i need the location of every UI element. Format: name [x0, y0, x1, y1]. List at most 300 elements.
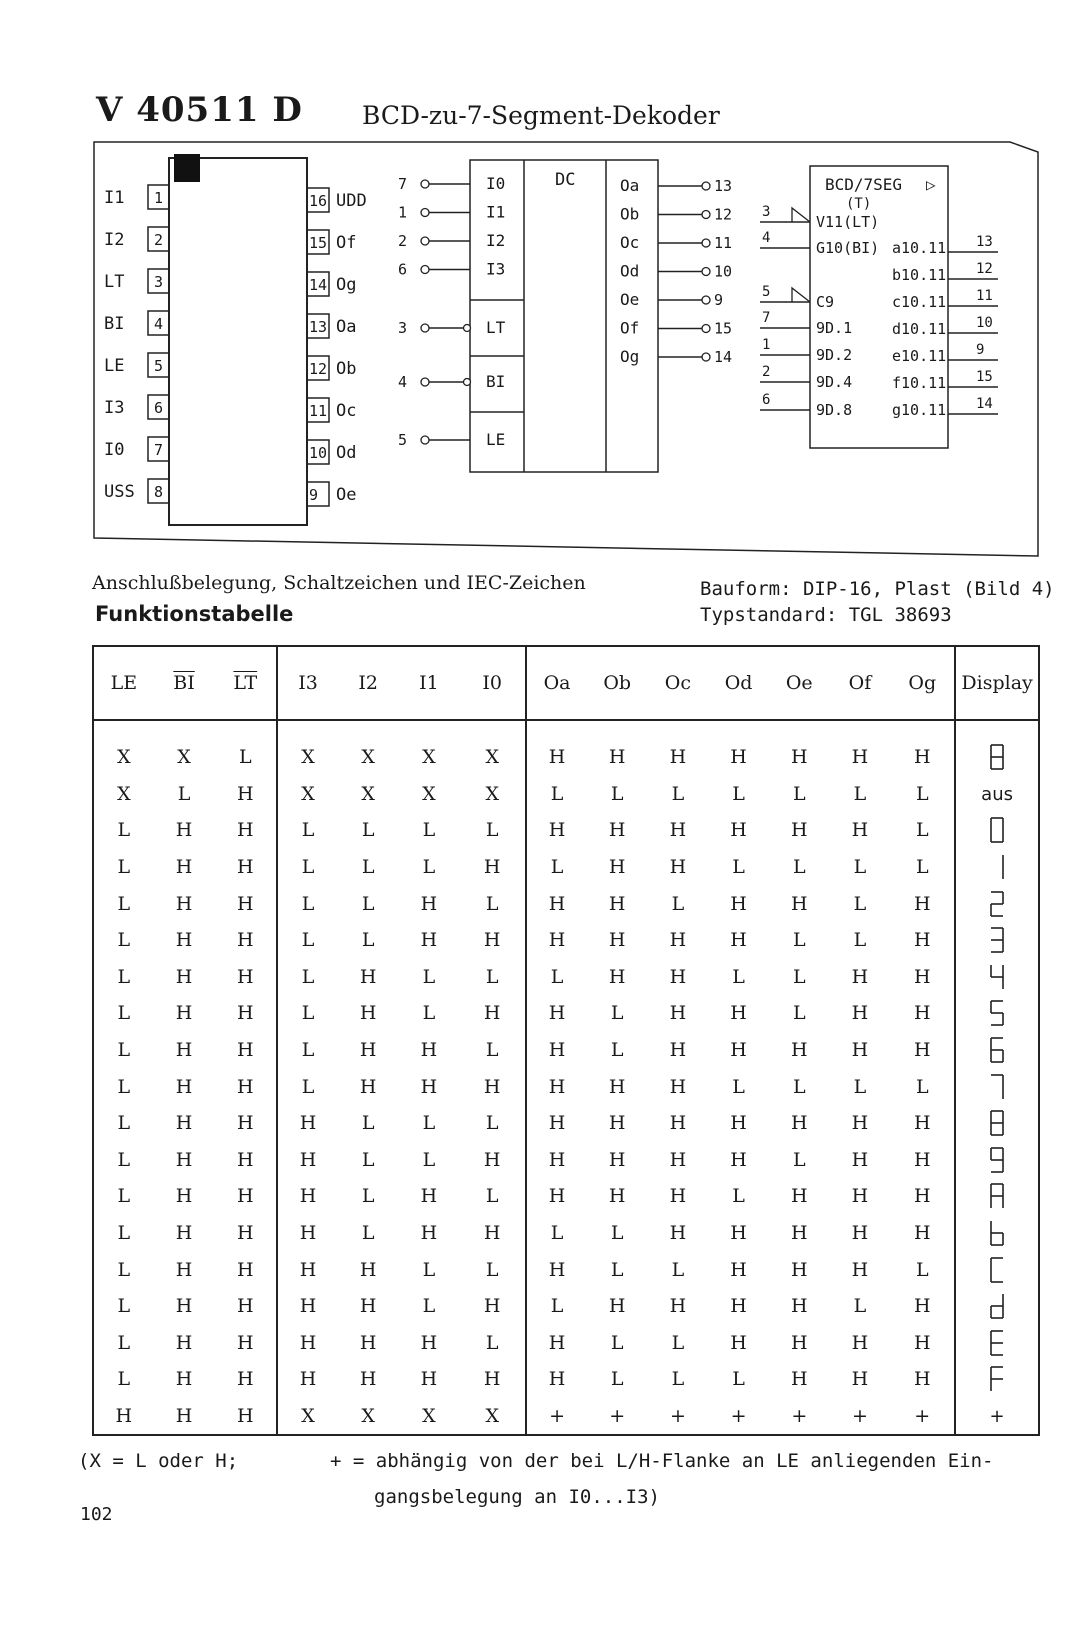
table-cell: H — [608, 892, 626, 915]
table-cell: L — [361, 1148, 375, 1171]
pin-name: Od — [336, 443, 357, 463]
table-cell: H — [359, 1295, 377, 1318]
table-row — [93, 776, 1039, 813]
table-cell: L — [422, 1112, 436, 1135]
display-text: + — [989, 1405, 1005, 1427]
table-cell: H — [608, 1075, 626, 1098]
table-cell: L — [422, 1295, 436, 1318]
iec-left-pin-number: 3 — [762, 204, 771, 220]
function-table-wrap — [92, 645, 1040, 1447]
table-cell: H — [236, 1075, 254, 1098]
table-cell: H — [608, 819, 626, 842]
table-row — [93, 1105, 1039, 1142]
header-oa: Oa — [526, 646, 587, 720]
table-cell: H — [790, 819, 808, 842]
iec-left-label: V11(LT) — [816, 213, 880, 231]
table-cell: H — [608, 1295, 626, 1318]
table-cell: X — [117, 746, 131, 769]
table-cell: H — [851, 1112, 869, 1135]
header-ob: Ob — [587, 646, 648, 720]
table-cell: H — [913, 1185, 931, 1208]
table-cell: H — [790, 1222, 808, 1245]
table-cell: L — [792, 929, 806, 952]
symbol-inputs — [398, 174, 505, 279]
table-cell: L — [117, 1075, 131, 1098]
table-cell: H — [851, 965, 869, 988]
table-cell: H — [483, 1148, 501, 1171]
pin-number: 14 — [309, 276, 328, 294]
table-cell: L — [422, 1258, 436, 1281]
page-number: 102 — [80, 1504, 113, 1525]
table-cell: H — [359, 1002, 377, 1025]
pin-number: 4 — [154, 315, 164, 333]
seven-segment-glyph — [989, 816, 1005, 844]
table-cell: L — [853, 856, 867, 879]
table-cell: H — [913, 1368, 931, 1391]
display-cell — [955, 1398, 1039, 1436]
table-cell: H — [175, 1075, 193, 1098]
seven-segment-glyph — [989, 963, 1005, 991]
table-cell: L — [277, 1032, 338, 1069]
table-row — [93, 1142, 1039, 1179]
table-cell: L — [732, 1368, 745, 1391]
iec-title-mark: ▷ — [926, 175, 936, 194]
table-cell: L — [361, 856, 375, 879]
table-cell: H — [236, 1295, 254, 1318]
table-cell: L — [361, 1112, 375, 1135]
table-cell: L — [117, 1258, 131, 1281]
table-cell: H — [359, 1331, 377, 1354]
table-cell: H — [175, 1295, 193, 1318]
pin-circle — [702, 239, 710, 247]
table-cell: L — [361, 819, 375, 842]
table-cell: L — [177, 782, 191, 805]
table-cell: H — [277, 1215, 338, 1252]
symbol-outputs — [620, 176, 732, 366]
display-cell — [955, 720, 1039, 776]
table-cell: H — [913, 1112, 931, 1135]
table-cell: L — [610, 1368, 624, 1391]
schematic-figure — [92, 140, 1042, 572]
table-cell: H — [175, 1404, 193, 1427]
table-cell: H — [851, 1148, 869, 1171]
part-number: V 40511 D — [96, 90, 303, 130]
table-cell: L — [671, 892, 685, 915]
table-cell: L — [361, 1222, 375, 1245]
table-cell: L — [485, 1039, 499, 1062]
table-cell: H — [669, 856, 687, 879]
table-cell: H — [175, 1039, 193, 1062]
seven-segment-glyph — [989, 1329, 1005, 1357]
control-pin-number: 3 — [398, 319, 408, 337]
table-cell: H — [790, 1039, 808, 1062]
table-cell: H — [790, 1185, 808, 1208]
display-cell — [955, 1178, 1039, 1215]
table-cell: H — [851, 1258, 869, 1281]
table-cell: L — [610, 1258, 624, 1281]
table-cell: X — [117, 782, 131, 805]
table-row — [93, 1325, 1039, 1362]
pin-number: 10 — [309, 444, 328, 462]
iec-left-label: 9D.4 — [816, 373, 853, 391]
input-name: I1 — [486, 202, 506, 222]
table-cell: H — [526, 1251, 587, 1288]
table-cell: H — [420, 1222, 438, 1245]
table-cell: L — [915, 782, 929, 805]
table-row — [93, 1288, 1039, 1325]
header-le: LE — [93, 646, 154, 720]
display-cell — [955, 1068, 1039, 1105]
table-cell: L — [422, 1002, 436, 1025]
table-cell: H — [420, 1075, 438, 1098]
table-row — [93, 959, 1039, 996]
table-cell: H — [420, 1039, 438, 1062]
iec-right-label: a10.11 — [892, 239, 947, 257]
table-cell: L — [526, 1288, 587, 1325]
table-cell: L — [117, 1222, 131, 1245]
table-cell: L — [485, 819, 499, 842]
table-cell: H — [359, 1258, 377, 1281]
table-cell: H — [669, 1185, 687, 1208]
table-cell: L — [671, 1331, 685, 1354]
iec-left-label: C9 — [816, 293, 835, 311]
output-pin-number: 12 — [714, 205, 733, 224]
type-standard: Typstandard: TGL 38693 — [700, 604, 952, 626]
pin-number: 13 — [309, 318, 328, 336]
table-cell: L — [610, 1002, 624, 1025]
pin-name: BI — [104, 314, 125, 334]
table-cell: L — [853, 1295, 867, 1318]
table-cell: H — [730, 819, 747, 842]
table-cell: H — [730, 892, 747, 915]
table-cell: X — [422, 1404, 436, 1427]
header-og: Og — [890, 646, 955, 720]
table-cell: H — [236, 892, 254, 915]
table-cell: H — [175, 1112, 193, 1135]
iec-triangle-mark — [792, 288, 810, 302]
pin-name: I0 — [104, 440, 125, 460]
pin-number: 11 — [309, 402, 328, 420]
table-cell: L — [526, 776, 587, 813]
table-cell: L — [485, 1185, 499, 1208]
table-cell: H — [175, 1148, 193, 1171]
pin-name: Oc — [336, 401, 357, 421]
table-cell: X — [361, 746, 375, 769]
display-cell — [955, 1032, 1039, 1069]
table-cell: L — [915, 1258, 929, 1281]
header-oc: Oc — [648, 646, 709, 720]
table-cell: L — [671, 1258, 685, 1281]
table-cell: H — [526, 1325, 587, 1362]
table-cell: H — [669, 746, 687, 769]
dip-package — [104, 154, 367, 525]
pin-number: 8 — [154, 483, 164, 501]
table-cell: L — [238, 746, 252, 769]
table-cell: H — [608, 856, 626, 879]
table-cell: + — [852, 1404, 868, 1427]
table-row — [93, 995, 1039, 1032]
seven-segment-glyph — [989, 999, 1005, 1027]
display-cell — [955, 959, 1039, 996]
header-display: Display — [955, 646, 1039, 720]
pin-name: Og — [336, 275, 357, 295]
table-cell: H — [175, 1002, 193, 1025]
pin-number: 3 — [154, 273, 164, 291]
table-cell: H — [526, 1178, 587, 1215]
table-cell: H — [420, 929, 438, 952]
table-cell: L — [732, 965, 745, 988]
table-cell: L — [485, 892, 499, 915]
table-cell: L — [792, 782, 806, 805]
pin-name: I3 — [104, 398, 125, 418]
iec-right-label: e10.11 — [892, 347, 947, 365]
table-cell: + — [914, 1404, 931, 1427]
table-cell: X — [422, 746, 436, 769]
table-cell: L — [732, 1185, 745, 1208]
table-cell: H — [608, 929, 626, 952]
header-od: Od — [708, 646, 769, 720]
pins-left — [104, 185, 169, 503]
iec-right-pin-number: 14 — [976, 396, 993, 412]
table-cell: H — [175, 1368, 193, 1391]
table-cell: H — [526, 885, 587, 922]
table-cell: + — [669, 1404, 686, 1427]
table-cell: L — [732, 856, 745, 879]
table-cell: H — [526, 1032, 587, 1069]
pin-name: I2 — [104, 230, 125, 250]
table-cell: X — [277, 776, 338, 813]
seven-segment-glyph — [989, 1146, 1005, 1174]
table-cell: H — [730, 1295, 747, 1318]
table-cell: L — [277, 849, 338, 886]
table-cell: L — [792, 1002, 806, 1025]
table-cell: H — [277, 1178, 338, 1215]
input-pin-number: 2 — [398, 232, 408, 250]
display-cell — [955, 812, 1039, 849]
header-oe: Oe — [769, 646, 830, 720]
table-cell: L — [610, 782, 624, 805]
table-cell: L — [792, 965, 806, 988]
table-cell: L — [792, 856, 806, 879]
table-row — [93, 720, 1039, 776]
table-cell: H — [913, 965, 931, 988]
table-cell: H — [790, 1331, 808, 1354]
pin-name: I1 — [104, 188, 125, 208]
table-cell: H — [913, 746, 931, 769]
table-cell: H — [526, 720, 587, 776]
footnote-part1: (X = L oder H; — [78, 1450, 239, 1472]
pin-name: LT — [104, 272, 125, 292]
seven-segment-glyph — [989, 1219, 1005, 1247]
table-cell: H — [277, 1142, 338, 1179]
display-cell — [955, 1215, 1039, 1252]
table-cell: L — [485, 1258, 499, 1281]
pin-circle — [421, 237, 429, 245]
table-cell: L — [853, 892, 867, 915]
table-cell: H — [669, 1295, 687, 1318]
output-name: Od — [620, 261, 640, 281]
table-cell: H — [236, 965, 254, 988]
table-cell: L — [853, 782, 867, 805]
table-cell: H — [730, 1222, 747, 1245]
table-cell: L — [671, 1368, 685, 1391]
pin-circle — [702, 353, 710, 361]
table-cell: H — [526, 1068, 587, 1105]
table-cell: H — [526, 812, 587, 849]
table-row — [93, 1178, 1039, 1215]
table-cell: H — [236, 929, 254, 952]
table-cell: H — [790, 892, 808, 915]
table-cell: L — [792, 1075, 806, 1098]
pin-circle — [421, 266, 429, 274]
iec-symbol — [760, 166, 998, 448]
pin-circle — [421, 209, 429, 217]
pin-number: 9 — [309, 486, 319, 504]
display-text: aus — [981, 783, 1013, 805]
pins-right — [307, 188, 367, 506]
iec-right-label: b10.11 — [892, 266, 947, 284]
iec-right-pins — [892, 234, 998, 419]
table-cell: L — [277, 959, 338, 996]
table-cell: H — [913, 929, 931, 952]
seven-segment-glyph — [989, 853, 1005, 881]
table-cell: H — [851, 1039, 869, 1062]
table-cell: L — [526, 1215, 587, 1252]
header-bi: $\overline{BI}$ — [154, 646, 215, 720]
table-cell: L — [117, 1295, 131, 1318]
iec-right-label: f10.11 — [892, 374, 947, 392]
section-title: Funktionstabelle — [95, 602, 294, 626]
table-cell: L — [361, 929, 375, 952]
control-name: LT — [486, 318, 506, 337]
table-cell: H — [483, 1295, 501, 1318]
table-cell: H — [913, 1331, 931, 1354]
display-cell — [955, 995, 1039, 1032]
display-cell — [955, 885, 1039, 922]
table-row — [93, 849, 1039, 886]
header-i2: I2 — [338, 646, 399, 720]
table-cell: H — [483, 1368, 501, 1391]
table-cell: L — [610, 1039, 624, 1062]
pin-name: Oa — [336, 317, 357, 337]
iec-left-label: 9D.8 — [816, 401, 853, 419]
seven-segment-glyph — [989, 1182, 1005, 1210]
pin-circle — [702, 296, 710, 304]
table-cell: X — [361, 782, 375, 805]
pin-number: 1 — [154, 189, 164, 207]
table-cell: H — [236, 1222, 254, 1245]
table-cell: + — [526, 1398, 587, 1436]
function-table — [92, 645, 1040, 1436]
table-cell: H — [730, 1002, 747, 1025]
table-cell: X — [422, 782, 436, 805]
table-cell: L — [422, 819, 436, 842]
iec-sub: (T) — [846, 196, 872, 212]
table-cell: H — [115, 1404, 133, 1427]
table-cell: X — [485, 746, 499, 769]
header-i1: I1 — [399, 646, 460, 720]
table-cell: + — [791, 1404, 808, 1427]
table-cell: H — [608, 746, 626, 769]
table-cell: L — [117, 819, 131, 842]
control-name: BI — [486, 372, 506, 391]
pin-circle — [421, 436, 429, 444]
table-row — [93, 1032, 1039, 1069]
figure-caption: Anschlußbelegung, Schaltzeichen und IEC-Zeichen — [92, 572, 586, 594]
pin-circle — [702, 211, 710, 219]
table-cell: H — [790, 746, 808, 769]
table-cell: H — [851, 1368, 869, 1391]
table-cell: L — [732, 782, 745, 805]
table-cell: H — [175, 819, 193, 842]
table-cell: L — [732, 1075, 745, 1098]
table-cell: H — [669, 819, 687, 842]
table-cell: H — [669, 1222, 687, 1245]
pin-name: UDD — [336, 191, 367, 211]
table-cell: L — [117, 1002, 131, 1025]
table-cell: H — [236, 1185, 254, 1208]
table-row — [93, 1215, 1039, 1252]
schematic-svg — [92, 140, 1042, 572]
table-cell: H — [526, 995, 587, 1032]
table-cell: X — [277, 720, 338, 776]
table-cell: H — [175, 1331, 193, 1354]
table-cell: H — [669, 965, 687, 988]
table-cell: L — [277, 812, 338, 849]
pin1-marker — [174, 154, 200, 182]
table-cell: H — [175, 856, 193, 879]
table-cell: H — [483, 1002, 501, 1025]
table-cell: H — [790, 1368, 808, 1391]
seven-segment-glyph — [989, 1365, 1005, 1393]
table-cell: L — [277, 922, 338, 959]
footnote-part3: gangsbelegung an I0...I3) — [374, 1486, 660, 1508]
iec-right-label: g10.11 — [892, 401, 947, 419]
iec-left-pin-number: 6 — [762, 392, 771, 408]
table-cell: H — [175, 929, 193, 952]
table-body — [93, 720, 1039, 1435]
table-cell: L — [361, 1185, 375, 1208]
table-cell: H — [175, 1258, 193, 1281]
dc-label: DC — [555, 170, 576, 190]
table-cell: L — [485, 965, 499, 988]
table-cell: H — [420, 1368, 438, 1391]
table-row — [93, 922, 1039, 959]
table-cell: H — [236, 1404, 254, 1427]
display-cell — [955, 1361, 1039, 1398]
negation-circle — [464, 379, 471, 386]
output-pin-number: 9 — [714, 291, 724, 309]
display-cell — [955, 1251, 1039, 1288]
output-pin-number: 15 — [714, 319, 733, 338]
part-description: BCD-zu-7-Segment-Dekoder — [362, 101, 720, 130]
table-cell: H — [730, 1258, 747, 1281]
pin-circle — [702, 182, 710, 190]
table-cell: L — [792, 1148, 806, 1171]
display-cell — [955, 776, 1039, 813]
control-pin-number: 4 — [398, 373, 408, 391]
table-cell: H — [483, 856, 501, 879]
table-cell: H — [359, 1368, 377, 1391]
display-cell — [955, 849, 1039, 886]
iec-triangle-mark — [792, 208, 810, 222]
table-row — [93, 1398, 1039, 1436]
table-cell: H — [669, 1112, 687, 1135]
pin-number: 5 — [154, 357, 164, 375]
header-i0: I0 — [459, 646, 526, 720]
negation-circle — [464, 325, 471, 332]
iec-right-pin-number: 13 — [976, 234, 993, 250]
